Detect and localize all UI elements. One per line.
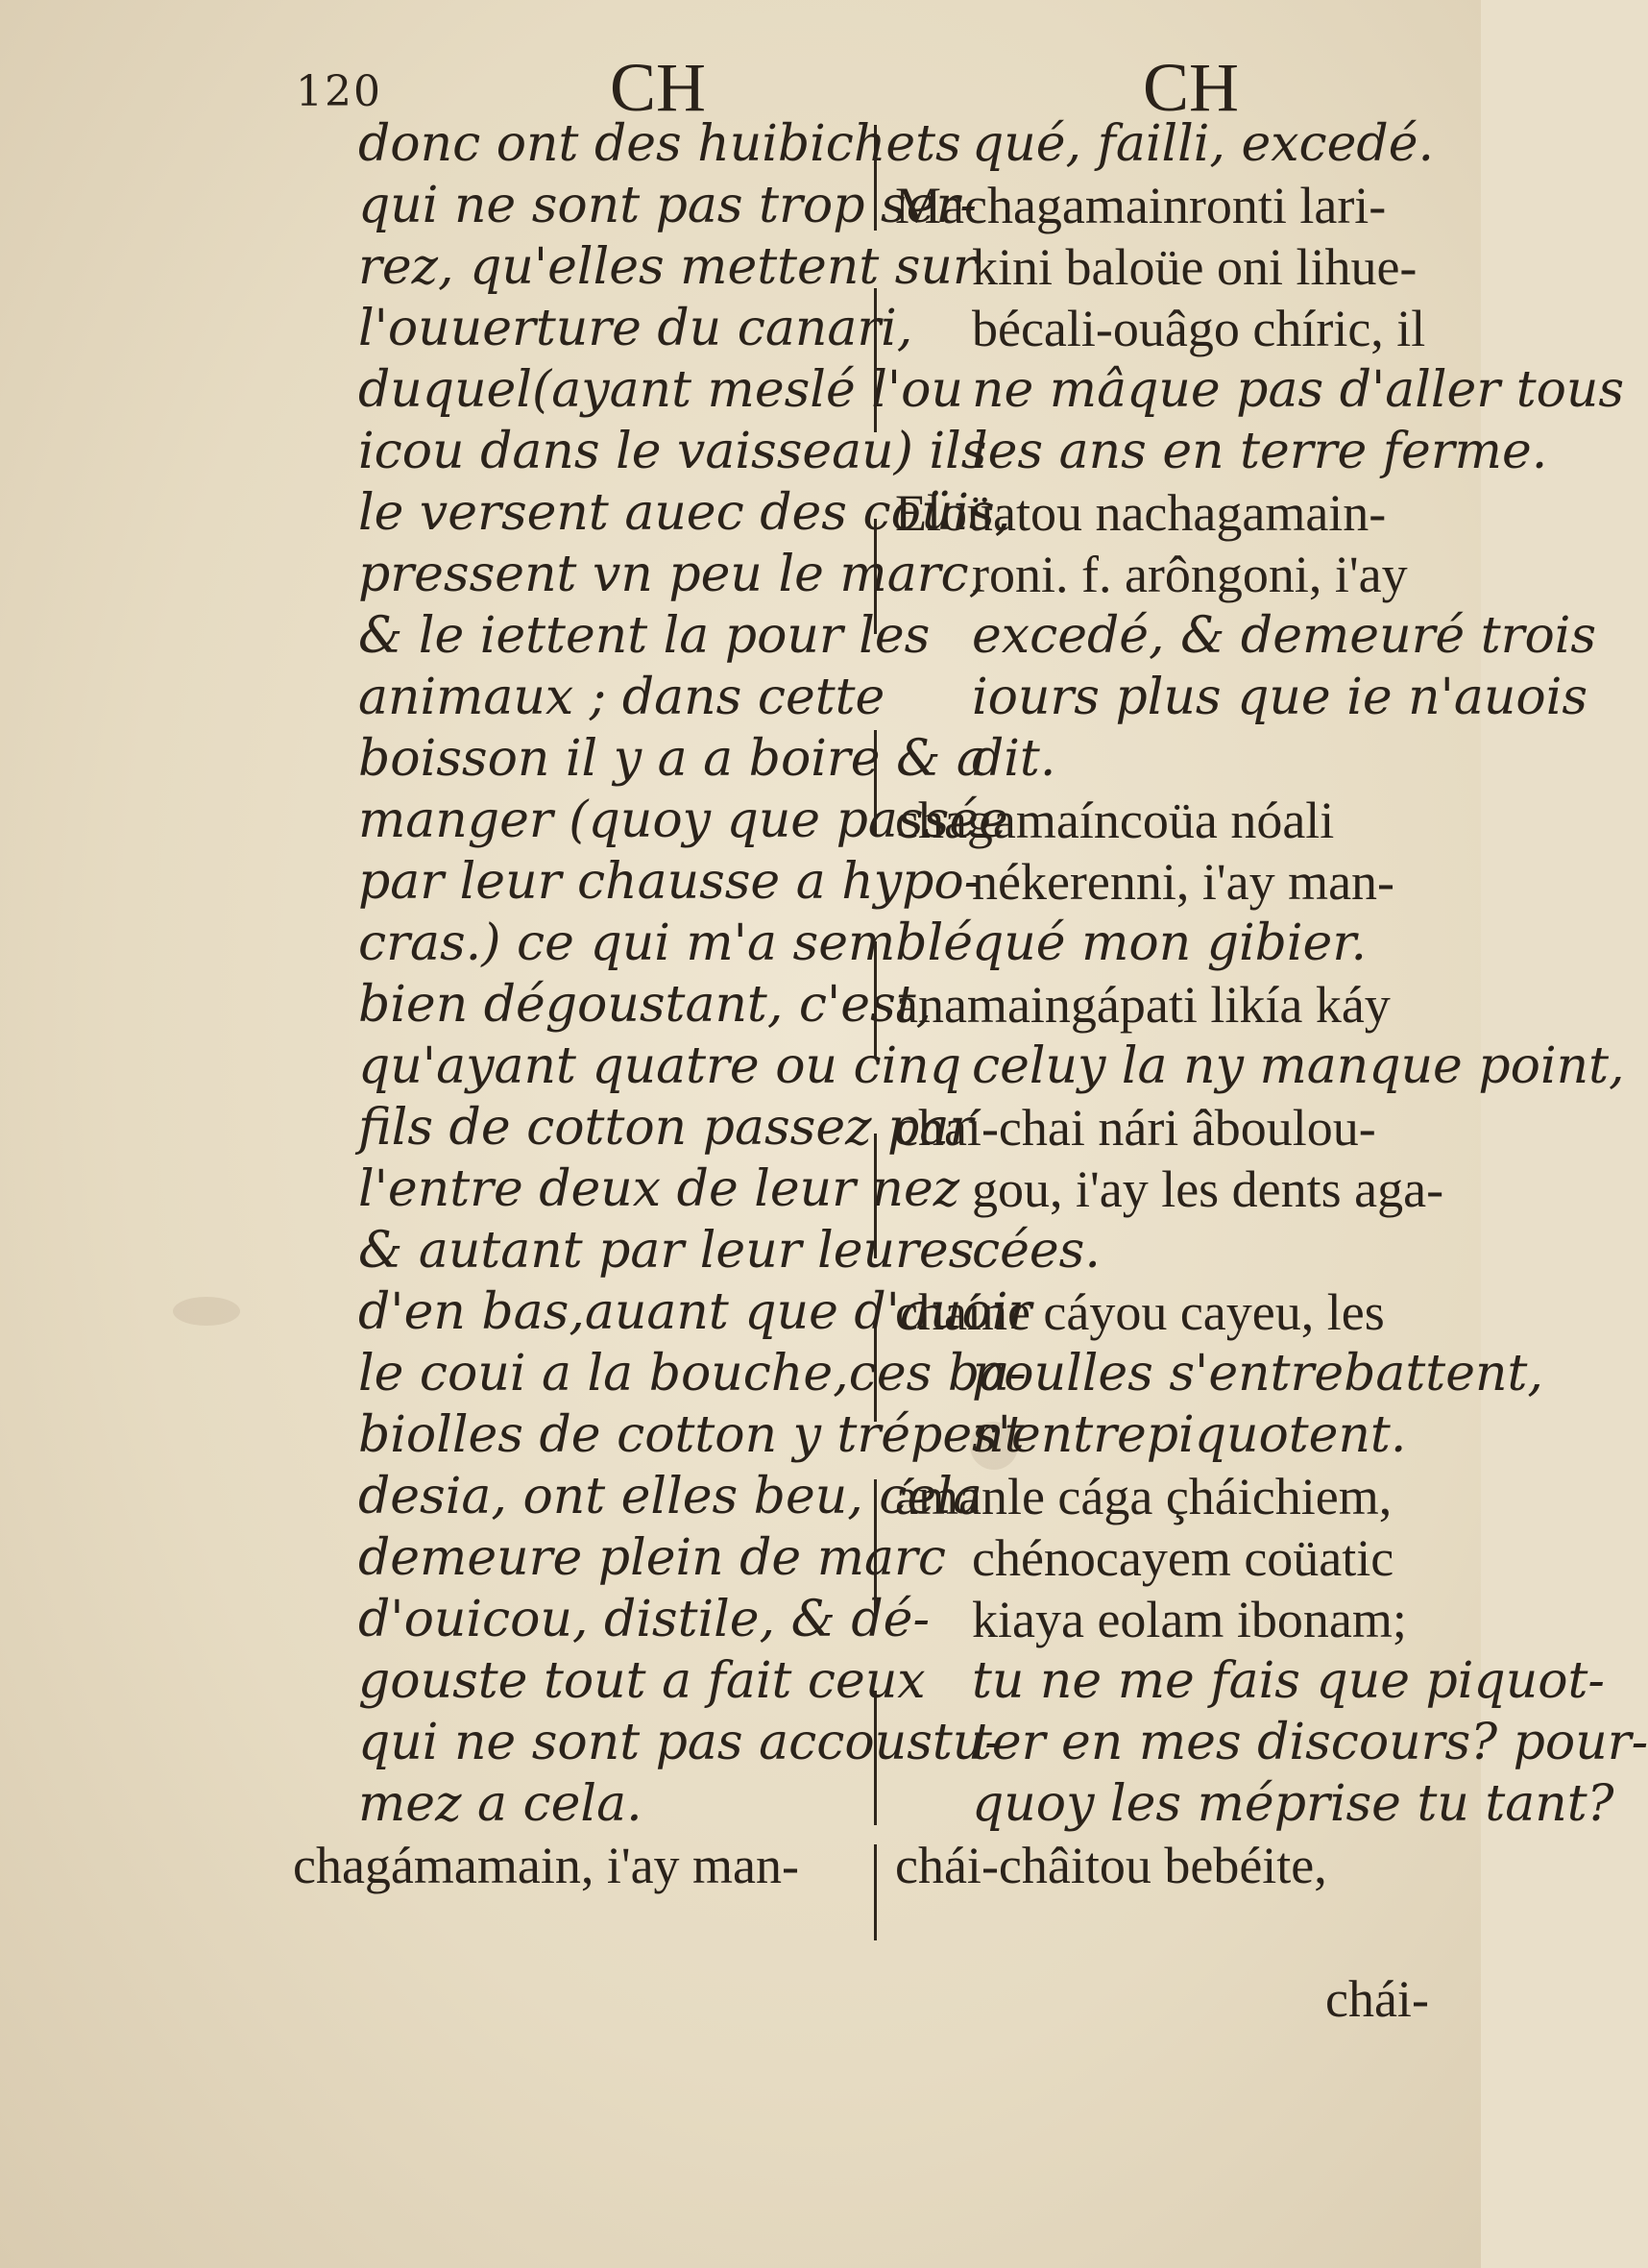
text-line: l'ouuerture du canari, [358, 300, 913, 357]
text-line: qui ne sont pas trop ser- [358, 177, 977, 234]
entry-headword-line: anamaingápati likía káy [895, 976, 1391, 1034]
text-line: gouste tout a fait ceux [358, 1652, 926, 1710]
entry-headword-line: chagámamain, i'ay man- [293, 1837, 800, 1894]
text-line: le coui a la bouche,ces ba- [358, 1345, 1027, 1402]
text-line: boisson il y a a boire & a [358, 730, 986, 788]
text-line: gou, i'ay les dents aga- [972, 1160, 1444, 1218]
text-line: qué, failli, excedé. [972, 115, 1435, 173]
text-line: dit. [972, 730, 1056, 788]
text-line: bien dégoustant, c'est, [358, 976, 933, 1034]
text-line: cées. [972, 1222, 1101, 1280]
text-line: manger (quoy que passée [358, 792, 1008, 849]
text-line: tu ne me fais que piquot- [972, 1652, 1605, 1710]
text-line: s'entrepiquotent. [972, 1406, 1407, 1464]
text-line: d'ouicou, distile, & dé- [358, 1591, 931, 1648]
text-line: roni. f. arôngoni, i'ay [972, 546, 1408, 603]
text-line: kiaya eolam ibonam; [972, 1591, 1407, 1648]
text-line: nékerenni, i'ay man- [972, 853, 1395, 911]
text-line: mez a cela. [358, 1775, 642, 1833]
text-line: iours plus que ie n'auois [972, 669, 1588, 726]
entry-headword-line: chaíne cáyou cayeu, les [895, 1283, 1385, 1341]
text-line: cras.) ce qui m'a semblé [358, 915, 973, 972]
text-line: fils de cotton passez par [358, 1099, 974, 1157]
text-line: chénocayem coüatic [972, 1529, 1394, 1587]
entry-headword-line: Machagamainronti lari- [895, 177, 1387, 234]
text-line: excedé, & demeuré trois [972, 607, 1597, 665]
catchword: chái- [1325, 1970, 1429, 2028]
paper-stain [173, 1297, 240, 1326]
right-column [895, 113, 1648, 2044]
text-line: desia, ont elles beu, cela [358, 1468, 982, 1525]
entry-headword-line: ámanle cága çháichiem, [895, 1468, 1393, 1525]
text-line: celuy la ny manque point, [972, 1037, 1625, 1095]
text-line: ter en mes discours? pour- [972, 1714, 1648, 1771]
text-line: quoy les méprise tu tant? [972, 1775, 1614, 1833]
text-line: les ans en terre ferme. [972, 423, 1548, 480]
running-head-right: CH [1143, 49, 1240, 126]
text-line: & autant par leur leures [358, 1222, 975, 1280]
text-line: & le iettent la pour les [358, 607, 931, 665]
text-line: qui ne sont pas accoustu- [358, 1714, 1002, 1771]
page-number: 120 [296, 67, 382, 116]
entry-headword-line: chagamaíncoüa nóali [895, 792, 1335, 849]
text-line: biolles de cotton y trépent [358, 1406, 1025, 1464]
text-line: le versent auec des coüis, [358, 484, 1011, 542]
text-line: bécali-ouâgo chíric, il [972, 300, 1426, 357]
text-line: rez, qu'elles mettent sur [358, 238, 977, 296]
entry-headword-line: Eloüatou nachagamain- [895, 484, 1387, 542]
text-line: d'en bas,auant que d'auoir [358, 1283, 1032, 1341]
text-line: qu'ayant quatre ou cinq [358, 1037, 962, 1095]
text-line: qué mon gibier. [972, 915, 1367, 972]
entry-headword-line: chaí-chai nári âboulou- [895, 1099, 1376, 1157]
text-line: ne mâque pas d'aller tous [972, 361, 1625, 419]
text-line: donc ont des huibichets [358, 115, 961, 173]
text-line: par leur chausse a hypo- [358, 853, 982, 911]
running-head-left: CH [610, 49, 707, 126]
text-line: duquel(ayant meslé l'ou [358, 361, 963, 419]
text-line: icou dans le vaisseau) ils [358, 423, 987, 480]
entry-headword-line: chái-châitou bebéite, [895, 1837, 1327, 1894]
text-line: demeure plein de marc [358, 1529, 947, 1587]
text-line: pressent vn peu le marc, [358, 546, 985, 603]
text-line: l'entre deux de leur nez [358, 1160, 960, 1218]
text-line: kini baloüe oni lihue- [972, 238, 1418, 296]
text-line: poulles s'entrebattent, [972, 1345, 1543, 1402]
text-line: animaux ; dans cette [358, 669, 885, 726]
